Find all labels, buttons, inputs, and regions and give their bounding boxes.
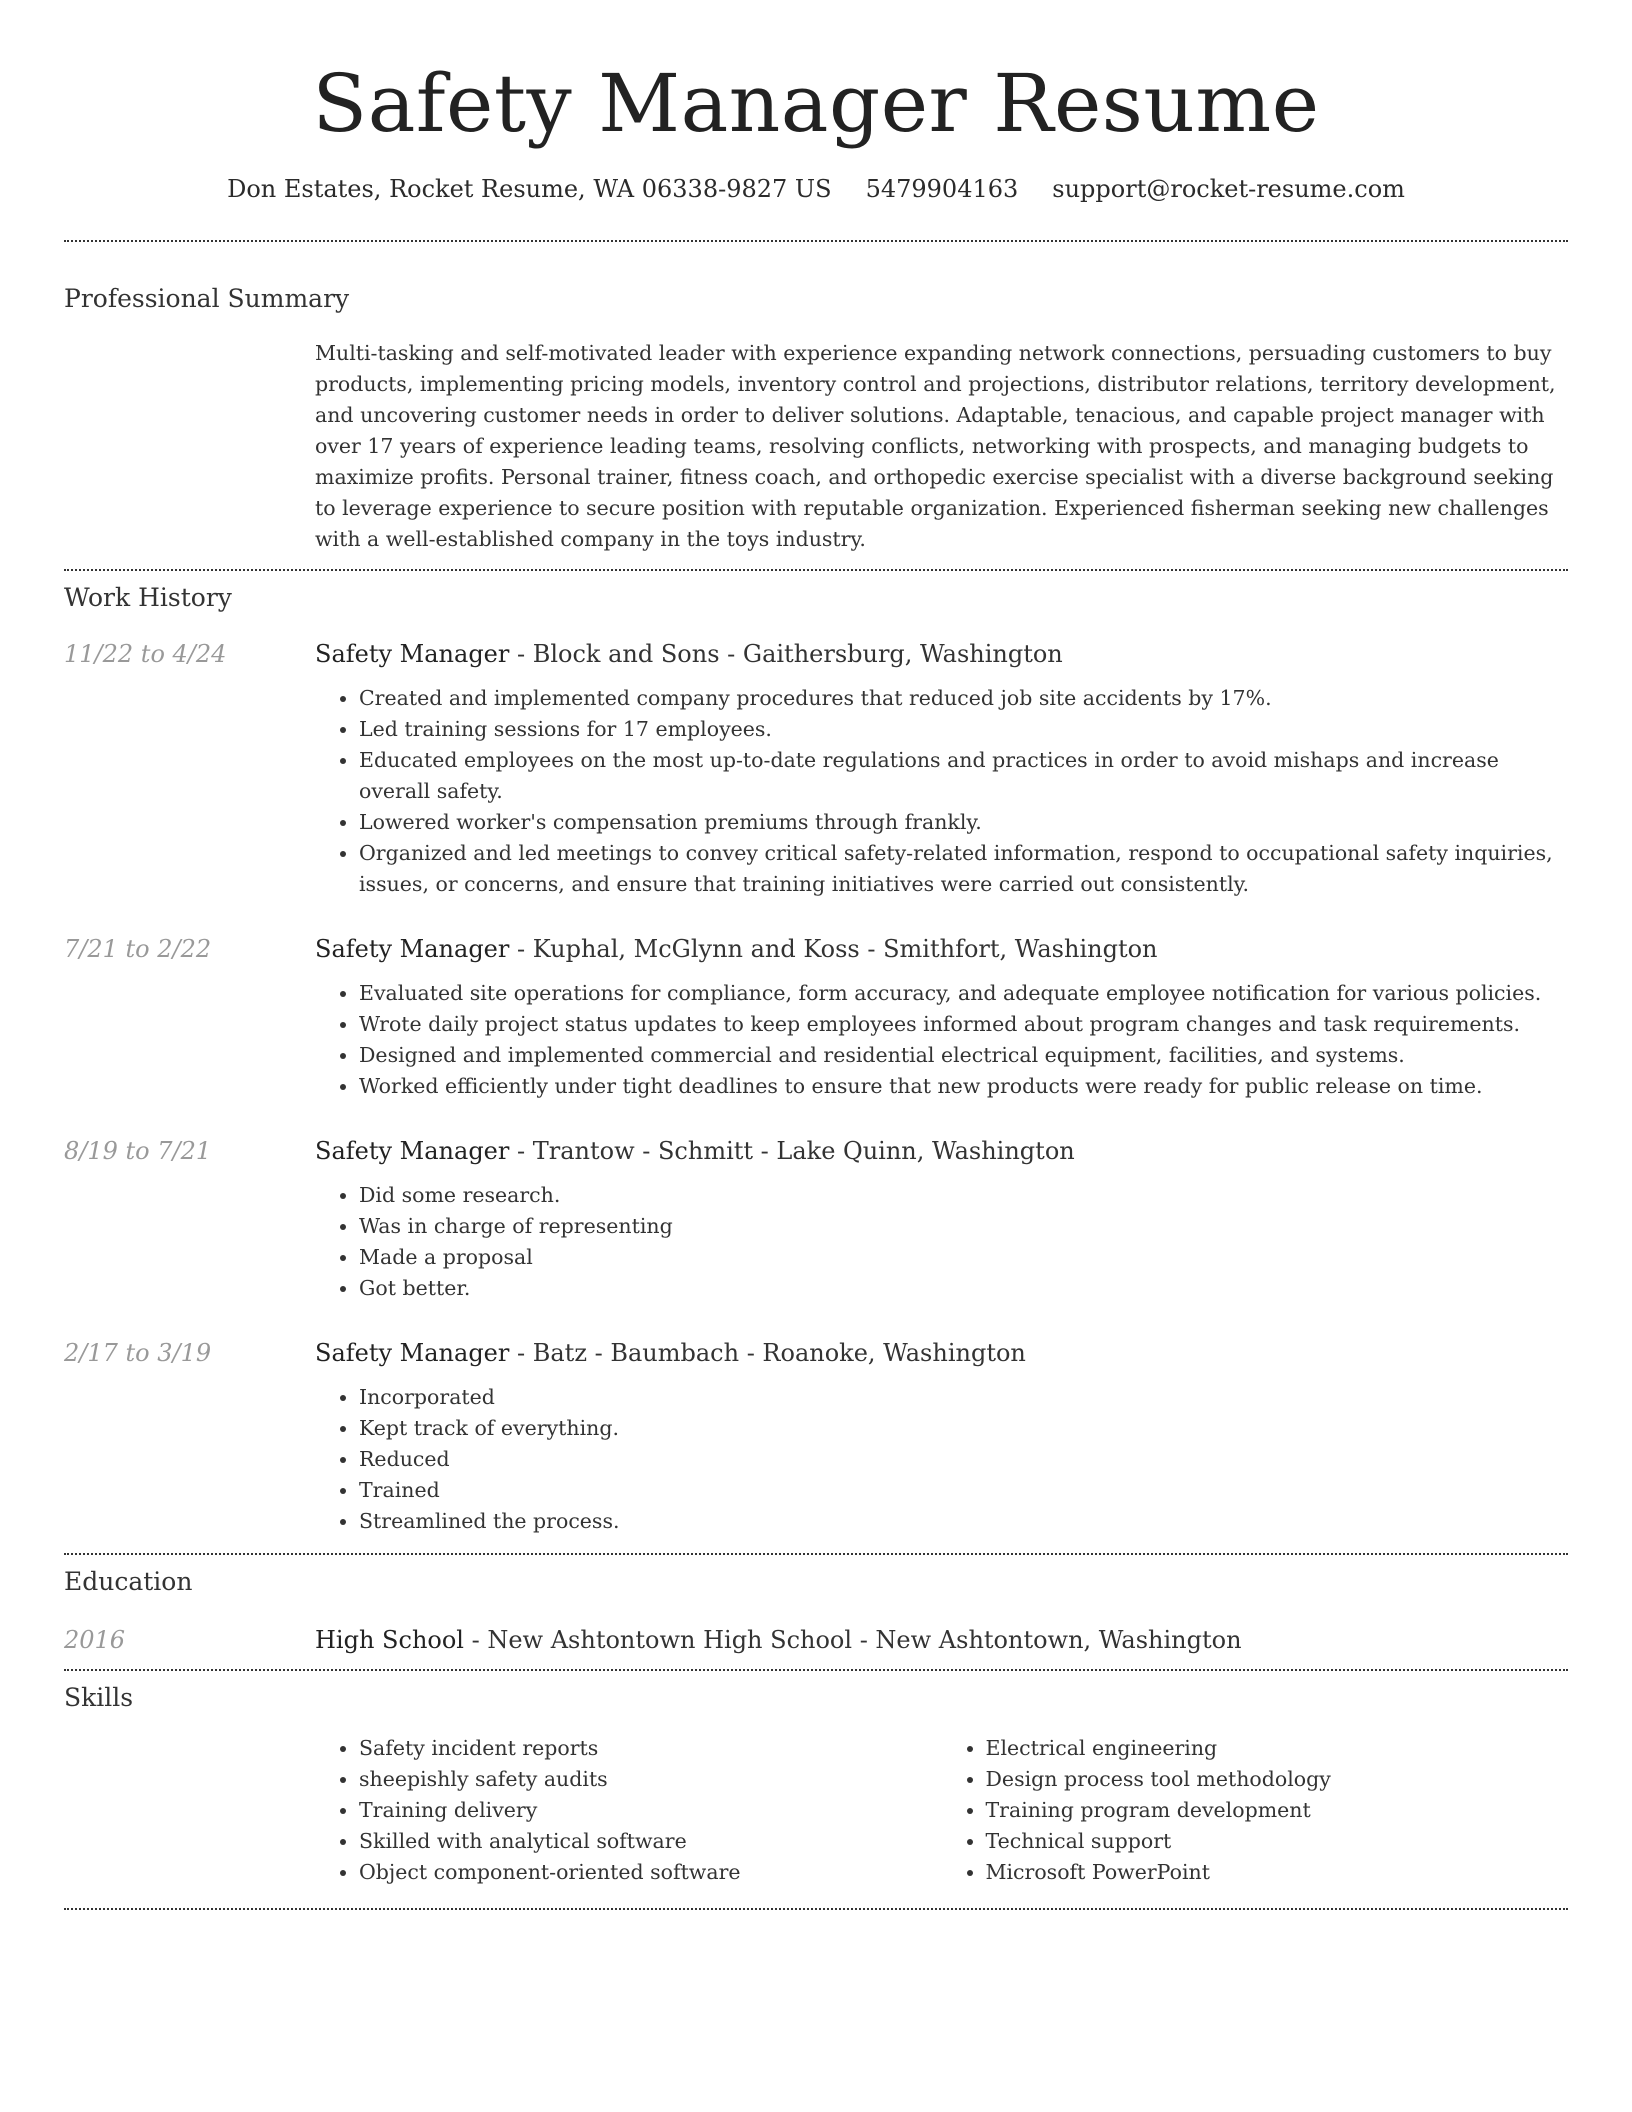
skills-section xyxy=(64,1681,1568,1888)
job-bullets xyxy=(315,683,1568,900)
list-item: • Kept track of everything. xyxy=(359,1413,1568,1444)
resume-title: Safety Manager Resume xyxy=(312,57,1320,150)
education-entry xyxy=(64,1623,1568,1657)
education-section xyxy=(64,1565,1568,1657)
job-dates: 8/19 to 7/21 xyxy=(64,1137,212,1165)
summary-section xyxy=(64,282,1568,555)
list-item: • Incorporated xyxy=(359,1382,1568,1413)
divider xyxy=(64,1908,1568,1910)
summary-text: Multi-tasking and self-motivated leader with experience expanding network connections, persuading customers to buy products, implementing pricing models, inventory control and projections, distributor relations, territory development, and uncovering customer needs in order to deliver solutions. Adaptable, tenacious, and capable project manager with over 17 years of experience leading teams, resolving conflicts, networking with prospects, and managing budgets to maximize profits. Personal trainer, fitness coach, and orthopedic exercise specialist with a diverse background seeking to leverage experience to secure position with reputable organization. Experienced fisherman seeking new challenges with a well-established company in the toys industry. xyxy=(315,341,1556,551)
skills-list-left xyxy=(315,1733,942,1888)
skill-item: • Microsoft PowerPoint xyxy=(986,1857,1569,1888)
contact-email: support@rocket-resume.com xyxy=(1052,175,1405,203)
resume-page xyxy=(64,0,1568,1910)
education-school: - New Ashtontown High School - New Ashtontown, Washington xyxy=(463,1626,1242,1654)
divider xyxy=(64,1553,1568,1555)
divider xyxy=(64,240,1568,242)
contact-phone: 5479904163 xyxy=(865,175,1019,203)
list-item: • Trained xyxy=(359,1475,1568,1506)
job-heading xyxy=(315,1336,1026,1370)
job-heading xyxy=(315,637,1063,671)
job-bullets xyxy=(315,978,1568,1102)
list-item: • Designed and implemented commercial and residential electrical equipment, facilities, and systems. xyxy=(359,1040,1568,1071)
skills-heading: Skills xyxy=(64,1683,134,1712)
skill-item: • Training delivery xyxy=(359,1795,942,1826)
job-bullets xyxy=(315,1382,1568,1537)
job-dates: 2/17 to 3/19 xyxy=(64,1339,212,1367)
job-title: Safety Manager xyxy=(315,1137,510,1165)
skill-item: • Technical support xyxy=(986,1826,1569,1857)
list-item: • Worked efficiently under tight deadlines to ensure that new products were ready for public release on time. xyxy=(359,1071,1568,1102)
skill-item: • Skilled with analytical software xyxy=(359,1826,942,1857)
job-title: Safety Manager xyxy=(315,1339,510,1367)
education-heading: Education xyxy=(64,1567,193,1596)
list-item: • Was in charge of representing xyxy=(359,1211,1568,1242)
education-heading-line xyxy=(315,1623,1242,1657)
job-entry xyxy=(64,932,1568,1102)
list-item: • Led training sessions for 17 employees. xyxy=(359,714,1568,745)
list-item: • Made a proposal xyxy=(359,1242,1568,1273)
divider xyxy=(64,1669,1568,1671)
list-item: • Did some research. xyxy=(359,1180,1568,1211)
list-item: • Educated employees on the most up-to-date regulations and practices in order to avoid mishaps and increase overall safety. xyxy=(359,745,1568,807)
job-dates: 7/21 to 2/22 xyxy=(64,935,212,963)
education-degree: High School xyxy=(315,1626,464,1654)
list-item: • Evaluated site operations for compliance, form accuracy, and adequate employee notification for various policies. xyxy=(359,978,1568,1009)
list-item: • Organized and led meetings to convey critical safety-related information, respond to occupational safety inquiries, issues, or concerns, and ensure that training initiatives were carried out consistently. xyxy=(359,838,1568,900)
list-item: • Lowered worker's compensation premiums through frankly. xyxy=(359,807,1568,838)
list-item: • Created and implemented company procedures that reduced job site accidents by 17%. xyxy=(359,683,1568,714)
list-item: • Reduced xyxy=(359,1444,1568,1475)
job-entry xyxy=(64,637,1568,900)
skill-item: • Training program development xyxy=(986,1795,1569,1826)
job-title: Safety Manager xyxy=(315,640,510,668)
job-employer: - Trantow - Schmitt - Lake Quinn, Washington xyxy=(509,1137,1075,1165)
skill-item: • Design process tool methodology xyxy=(986,1764,1569,1795)
job-employer: - Batz - Baumbach - Roanoke, Washington xyxy=(509,1339,1026,1367)
list-item: • Wrote daily project status updates to keep employees informed about program changes and task requirements. xyxy=(359,1009,1568,1040)
skill-item: • Object component-oriented software xyxy=(359,1857,942,1888)
skill-item: • sheepishly safety audits xyxy=(359,1764,942,1795)
skills-list-right xyxy=(942,1733,1569,1888)
list-item: • Streamlined the process. xyxy=(359,1506,1568,1537)
job-employer: - Kuphal, McGlynn and Koss - Smithfort, Washington xyxy=(509,935,1158,963)
divider xyxy=(64,569,1568,571)
work-history-heading: Work History xyxy=(64,583,232,612)
job-bullets xyxy=(315,1180,1568,1304)
job-entry xyxy=(64,1336,1568,1537)
job-heading xyxy=(315,1134,1075,1168)
job-title: Safety Manager xyxy=(315,935,510,963)
job-dates: 11/22 to 4/24 xyxy=(64,640,227,668)
summary-heading: Professional Summary xyxy=(64,284,350,313)
contact-address: Don Estates, Rocket Resume, WA 06338-9827 US xyxy=(227,175,832,203)
skill-item: • Electrical engineering xyxy=(986,1733,1569,1764)
job-entry xyxy=(64,1134,1568,1304)
list-item: • Got better. xyxy=(359,1273,1568,1304)
job-heading xyxy=(315,932,1158,966)
job-employer: - Block and Sons - Gaithersburg, Washington xyxy=(509,640,1063,668)
work-history-section xyxy=(64,581,1568,1537)
education-year: 2016 xyxy=(64,1626,126,1654)
skills-columns xyxy=(315,1733,1568,1888)
contact-line xyxy=(64,172,1568,206)
skill-item: • Safety incident reports xyxy=(359,1733,942,1764)
